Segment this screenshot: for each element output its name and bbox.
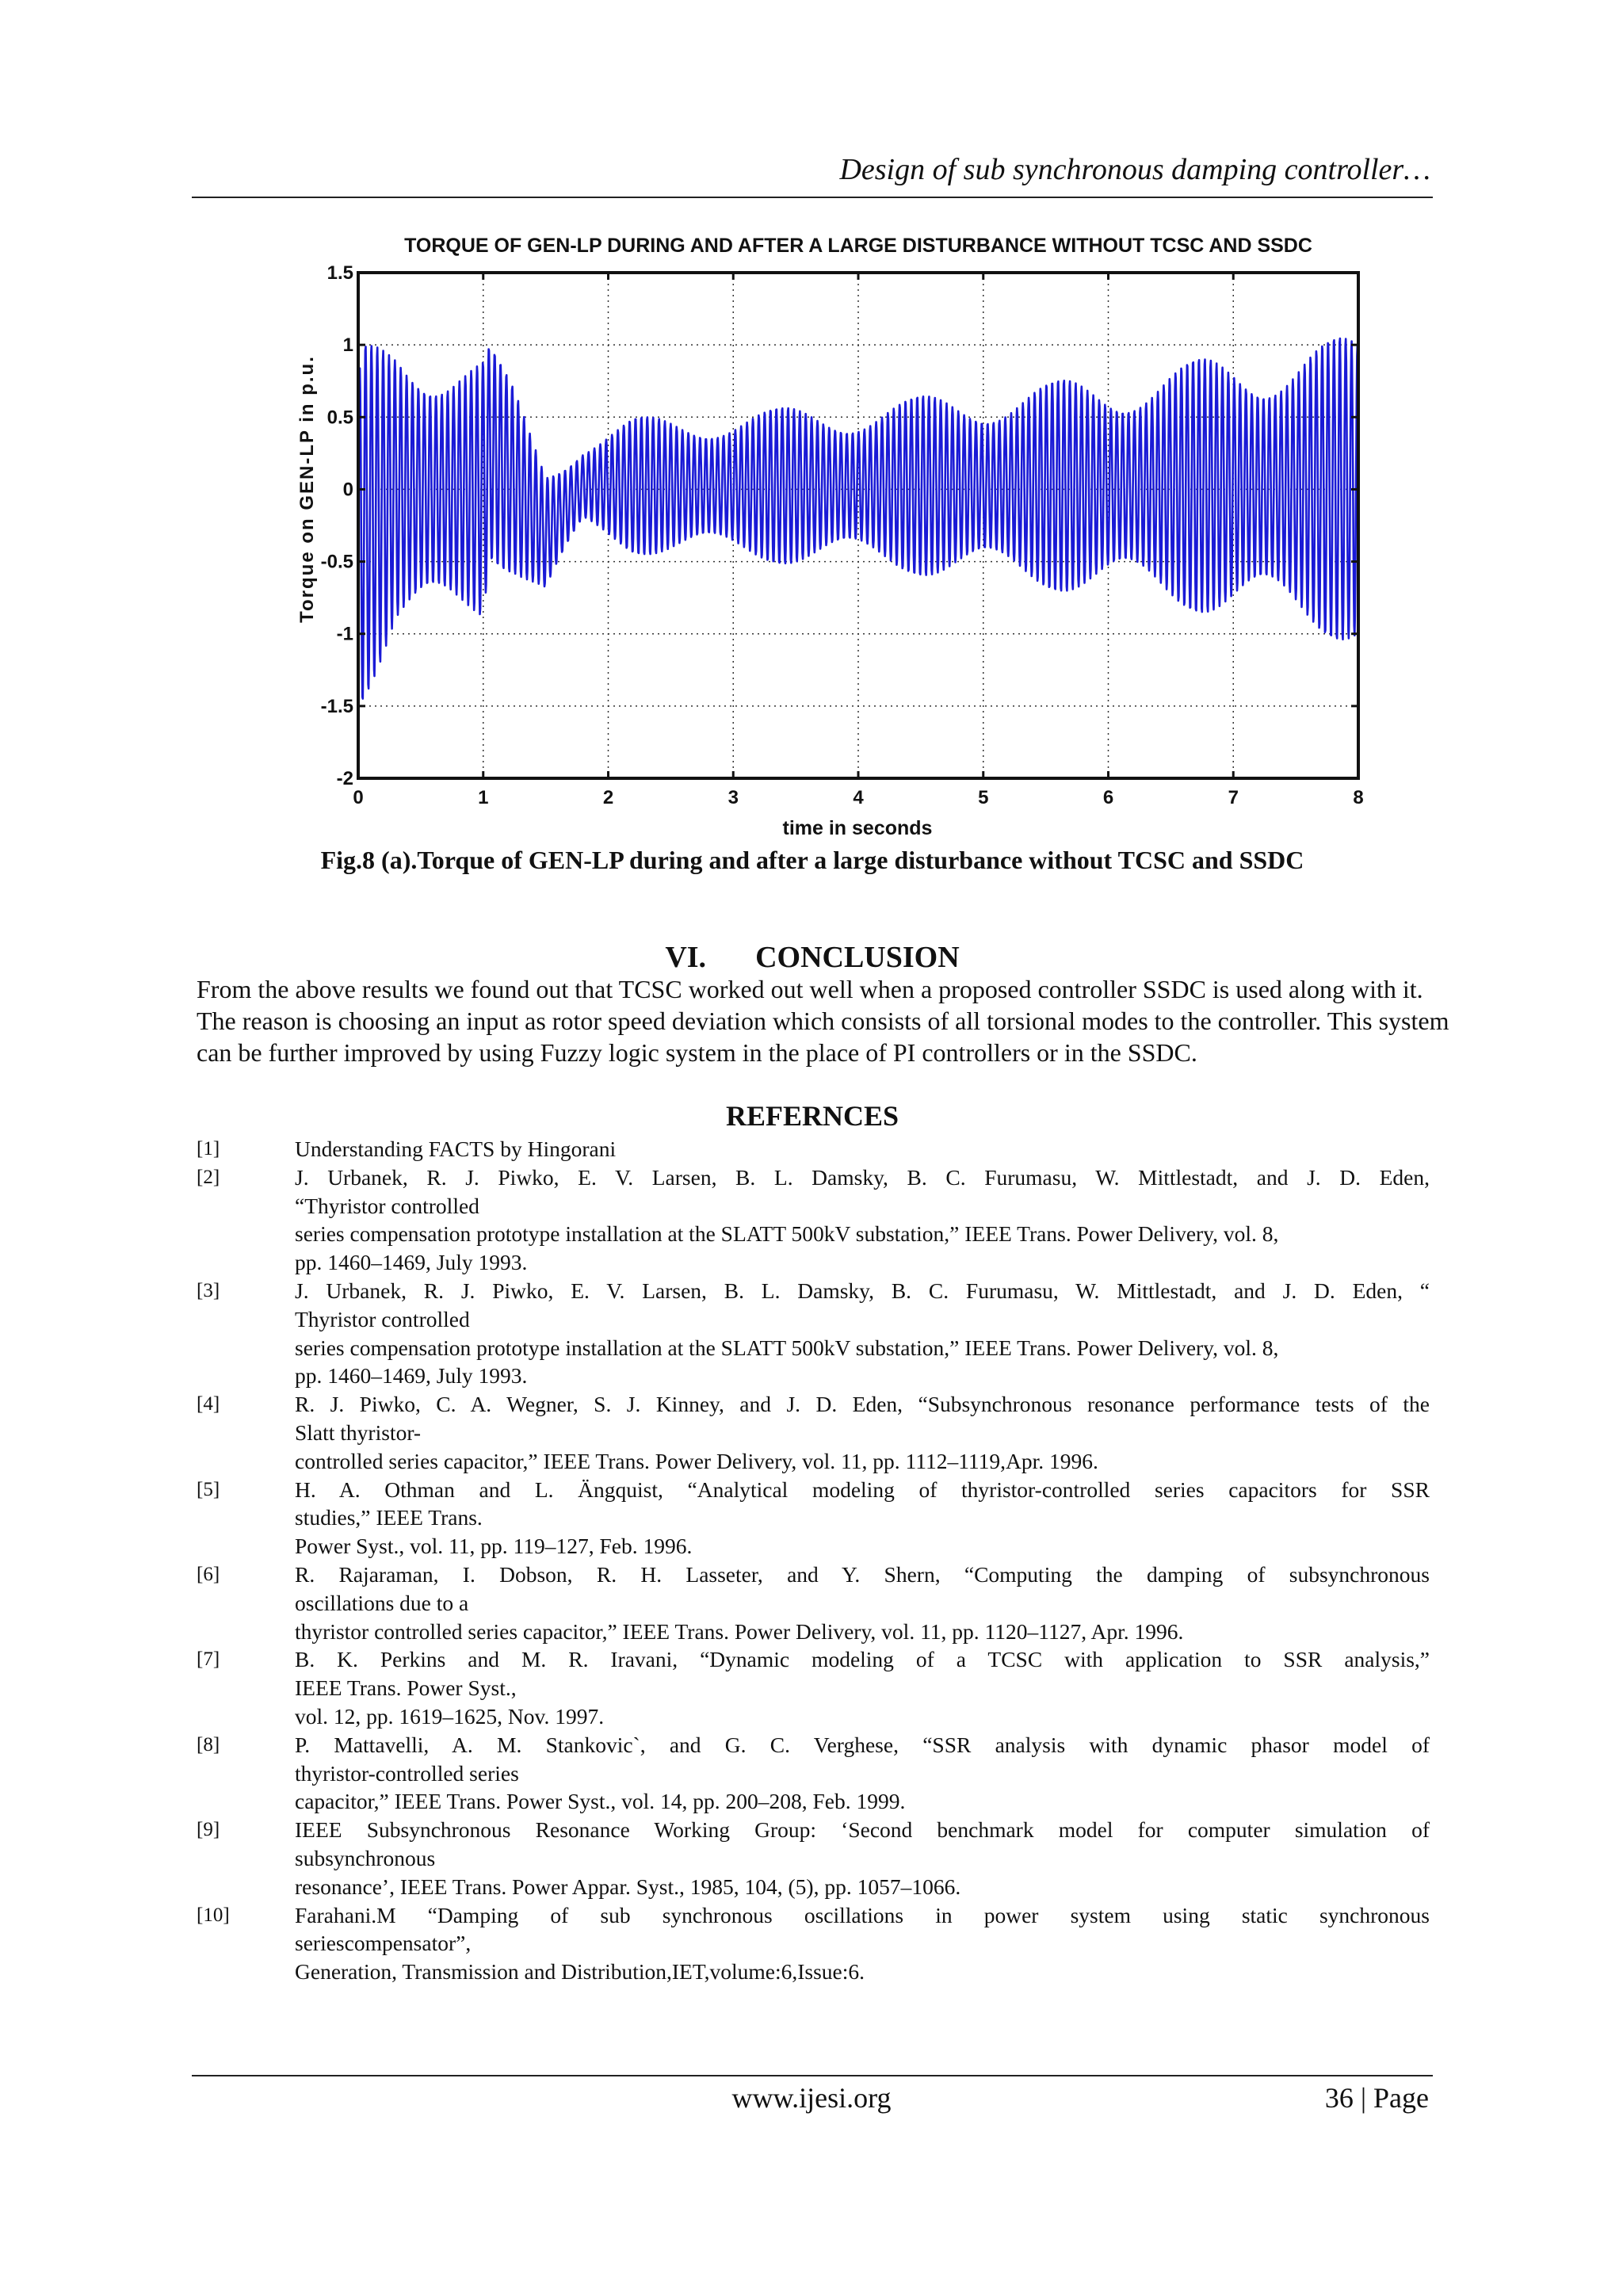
torque-chart [277, 223, 1379, 850]
reference-number: [2] [197, 1166, 220, 1188]
y-tick-label: 0 [342, 479, 353, 501]
reference-line: seriescompensator”, [295, 1931, 472, 1956]
reference-item [197, 1901, 1430, 1986]
reference-item [197, 1731, 1430, 1816]
reference-line: thyristor controlled series capacitor,” IEEE Trans. Power Delivery, vol. 11, pp. 1120–1127, Apr. 1996. [295, 1618, 1184, 1644]
x-tick-label: 5 [978, 787, 989, 808]
reference-item [197, 1561, 1430, 1645]
reference-line: pp. 1460–1469, July 1993. [295, 1250, 528, 1275]
reference-line: series compensation prototype installation at the SLATT 500kV substation,” IEEE Trans. Power Delivery, vol. 8, [295, 1221, 1279, 1247]
x-tick-label: 4 [853, 787, 864, 808]
reference-item [197, 1277, 1430, 1390]
reference-item [197, 1390, 1430, 1475]
chart-ylabel: Torque on GEN-LP in p.u. [296, 355, 318, 623]
reference-item [197, 1816, 1430, 1901]
x-tick-label: 7 [1228, 787, 1239, 808]
figure-caption: Fig.8 (a).Torque of GEN-LP during and after a large disturbance without TCSC and SSDC [320, 846, 1304, 874]
reference-item [197, 1135, 1430, 1163]
footer-page-number: 36 | Page [1324, 2082, 1429, 2114]
reference-line: resonance’, IEEE Trans. Power Appar. Syst., 1985, 104, (5), pp. 1057–1066. [295, 1874, 961, 1899]
reference-line: IEEE Trans. Power Syst., [295, 1675, 517, 1701]
x-tick-label: 0 [353, 787, 364, 808]
running-title: Design of sub synchronous damping controller… [839, 153, 1430, 186]
reference-line: J. Urbanek, R. J. Piwko, E. V. Larsen, B. L. Damsky, B. C. Furumasu, W. Mittlestadt, and J. D. Eden, [295, 1164, 1430, 1190]
footer-rule [192, 2075, 1433, 2076]
reference-number: [5] [197, 1478, 220, 1500]
reference-line: vol. 12, pp. 1619–1625, Nov. 1997. [295, 1703, 605, 1729]
reference-line: Slatt thyristor- [295, 1419, 422, 1445]
reference-line: Power Syst., vol. 11, pp. 119–127, Feb. 1996. [295, 1534, 693, 1559]
footer-url: www.ijesi.org [731, 2082, 892, 2114]
reference-item [197, 1476, 1430, 1561]
reference-line: pp. 1460–1469, July 1993. [295, 1363, 528, 1389]
reference-line: Thyristor controlled [295, 1306, 470, 1331]
reference-line: R. Rajaraman, I. Dobson, R. H. Lasseter, and Y. Shern, “Computing the damping of subsynchronous [295, 1561, 1430, 1587]
reference-line: P. Mattavelli, A. M. Stankovic`, and G. C. Verghese, “SSR analysis with dynamic phasor model of [295, 1732, 1430, 1757]
reference-item [197, 1163, 1430, 1277]
y-tick-label: 0.5 [327, 407, 353, 429]
y-tick-label: 1.5 [327, 262, 353, 284]
section-title: CONCLUSION [755, 941, 960, 974]
reference-item [197, 1645, 1430, 1730]
reference-line: J. Urbanek, R. J. Piwko, E. V. Larsen, B. L. Damsky, B. C. Furumasu, W. Mittlestadt, and J. D. Eden, “ [295, 1278, 1430, 1303]
reference-line: oscillations due to a [295, 1590, 469, 1615]
reference-line: R. J. Piwko, C. A. Wegner, S. J. Kinney, and J. D. Eden, “Subsynchronous resonance performance tests of the [295, 1392, 1430, 1417]
reference-number: [8] [197, 1733, 220, 1755]
chart-xlabel: time in seconds [782, 817, 933, 839]
reference-line: B. K. Perkins and M. R. Iravani, “Dynamic modeling of a TCSC with application to SSR analysis,” [295, 1647, 1430, 1672]
reference-number: [1] [197, 1138, 220, 1159]
reference-number: [9] [197, 1819, 220, 1841]
header-rule [192, 197, 1433, 198]
reference-line: Generation, Transmission and Distribution,IET,volume:6,Issue:6. [295, 1959, 865, 1985]
y-tick-label: -2 [336, 768, 353, 789]
reference-line: capacitor,” IEEE Trans. Power Syst., vol. 14, pp. 200–208, Feb. 1999. [295, 1789, 906, 1814]
y-tick-label: -1 [336, 623, 353, 645]
y-tick-label: -1.5 [320, 695, 353, 717]
reference-line: thyristor-controlled series [295, 1760, 519, 1786]
reference-line: H. A. Othman and L. Ängquist, “Analytical modeling of thyristor-controlled series capacitors for SSR [295, 1477, 1430, 1502]
reference-line: controlled series capacitor,” IEEE Trans. Power Delivery, vol. 11, pp. 1112–1119,Apr. 1996. [295, 1448, 1098, 1473]
reference-number: [4] [197, 1393, 220, 1415]
figure [277, 223, 1379, 850]
y-tick-label: 1 [342, 334, 353, 357]
section-heading [192, 940, 1433, 975]
references-heading: REFERNCES [725, 1100, 899, 1132]
reference-line: “Thyristor controlled [295, 1193, 479, 1218]
conclusion-paragraph: From the above results we found out that TCSC worked out well when a proposed controller SSDC is used along with it. The reason is choosing an input as rotor speed deviation which consists of all torsional modes to the controller. This system can be further improved by using Fuzzy logic system in the place of PI controllers or in the SSDC. [197, 975, 1449, 1067]
section-number: VI. [665, 941, 707, 974]
reference-line: series compensation prototype installation at the SLATT 500kV substation,” IEEE Trans. Power Delivery, vol. 8, [295, 1335, 1279, 1360]
reference-line: studies,” IEEE Trans. [295, 1505, 483, 1530]
reference-number: [10] [197, 1904, 230, 1926]
references-list [197, 1135, 1430, 1986]
x-tick-label: 6 [1102, 787, 1114, 808]
reference-line: Understanding FACTS by Hingorani [295, 1137, 617, 1161]
reference-number: [3] [197, 1279, 220, 1301]
x-tick-label: 1 [478, 787, 489, 808]
reference-line: IEEE Subsynchronous Resonance Working Group: ‘Second benchmark model for computer simulation of [295, 1817, 1430, 1843]
x-tick-label: 3 [727, 787, 739, 808]
x-tick-label: 8 [1353, 787, 1364, 808]
reference-number: [7] [197, 1648, 220, 1671]
x-tick-label: 2 [602, 787, 614, 808]
reference-line: subsynchronous [295, 1845, 436, 1870]
reference-number: [6] [197, 1563, 220, 1585]
reference-line: Farahani.M “Damping of sub synchronous oscillations in power system using static synchronous [295, 1902, 1430, 1927]
chart-title: TORQUE OF GEN-LP DURING AND AFTER A LARGE DISTURBANCE WITHOUT TCSC AND SSDC [404, 235, 1312, 257]
y-tick-label: -0.5 [320, 551, 353, 573]
